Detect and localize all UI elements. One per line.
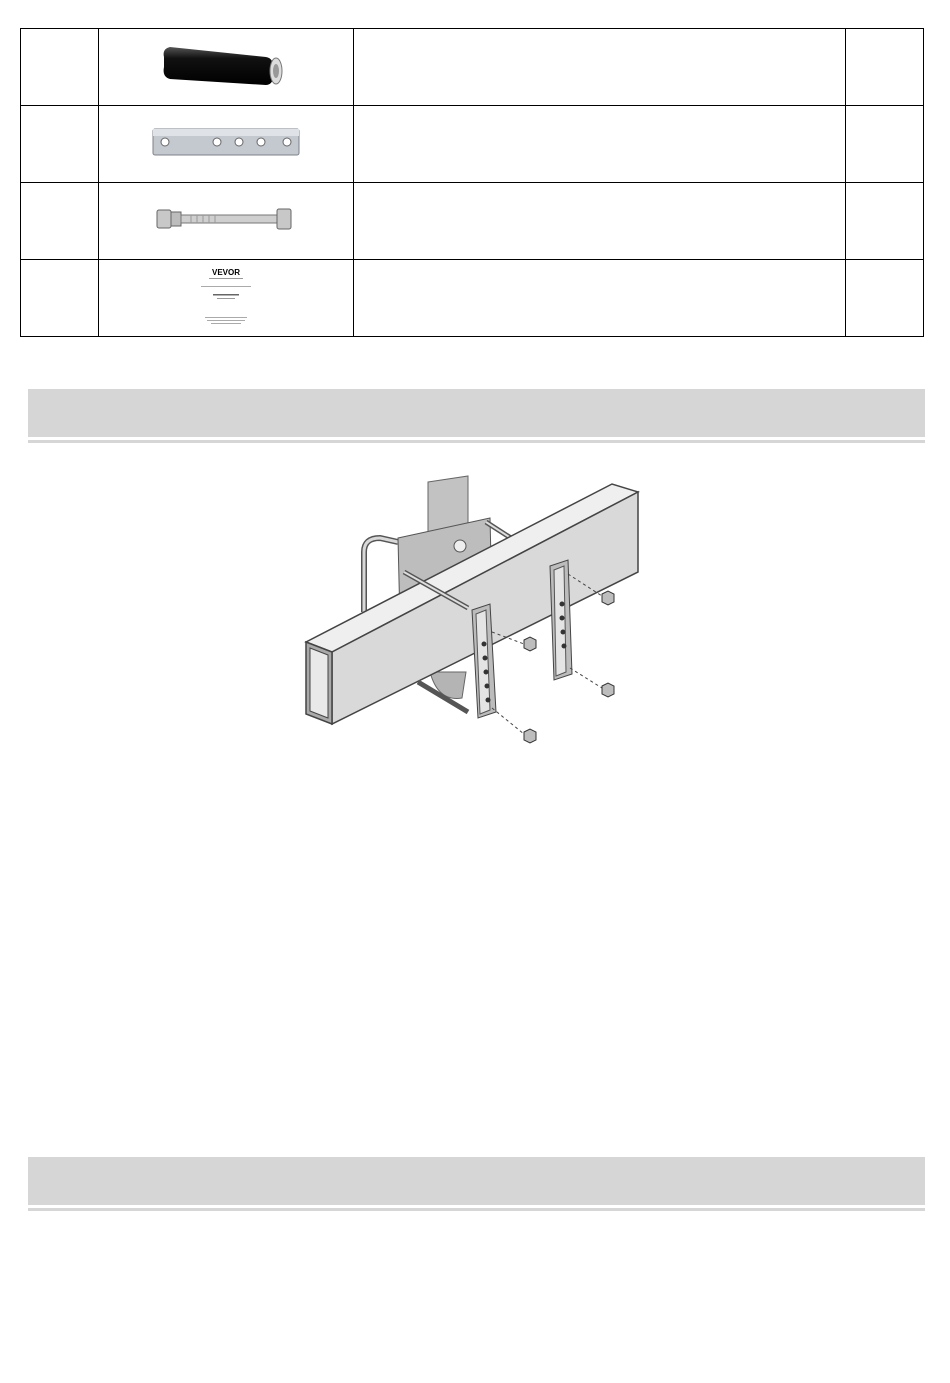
manual-thumbnail [191,264,261,328]
table-row [21,183,924,260]
parts-table [20,28,924,337]
part-image-cell [99,106,354,183]
part-qty-cell [846,183,924,260]
part-qty-cell [846,260,924,337]
section-header-bar [28,389,925,437]
part-number-cell [21,106,99,183]
table-row [21,29,924,106]
part-description-cell [354,106,846,183]
section-title [28,1171,42,1191]
part-number-cell [21,260,99,337]
part-qty-cell [846,106,924,183]
part-number-cell [21,183,99,260]
handle-grip-icon [156,35,296,95]
part-image-cell [99,183,354,260]
perforated-plate-icon [151,124,301,160]
part-description-cell [354,29,846,106]
part-description-cell [354,183,846,260]
section-divider [28,440,925,443]
section-header-bar [28,1157,925,1205]
part-image-cell [99,260,354,337]
section-divider [28,1208,925,1211]
hex-bolt-icon [151,202,301,236]
part-qty-cell [846,29,924,106]
table-row [21,106,924,183]
assembly-diagram [300,462,640,752]
part-image-cell [99,29,354,106]
table-row [21,260,924,337]
section-title [28,403,42,423]
brand-logo: VEVOR [211,267,241,277]
part-number-cell [21,29,99,106]
part-description-cell [354,260,846,337]
